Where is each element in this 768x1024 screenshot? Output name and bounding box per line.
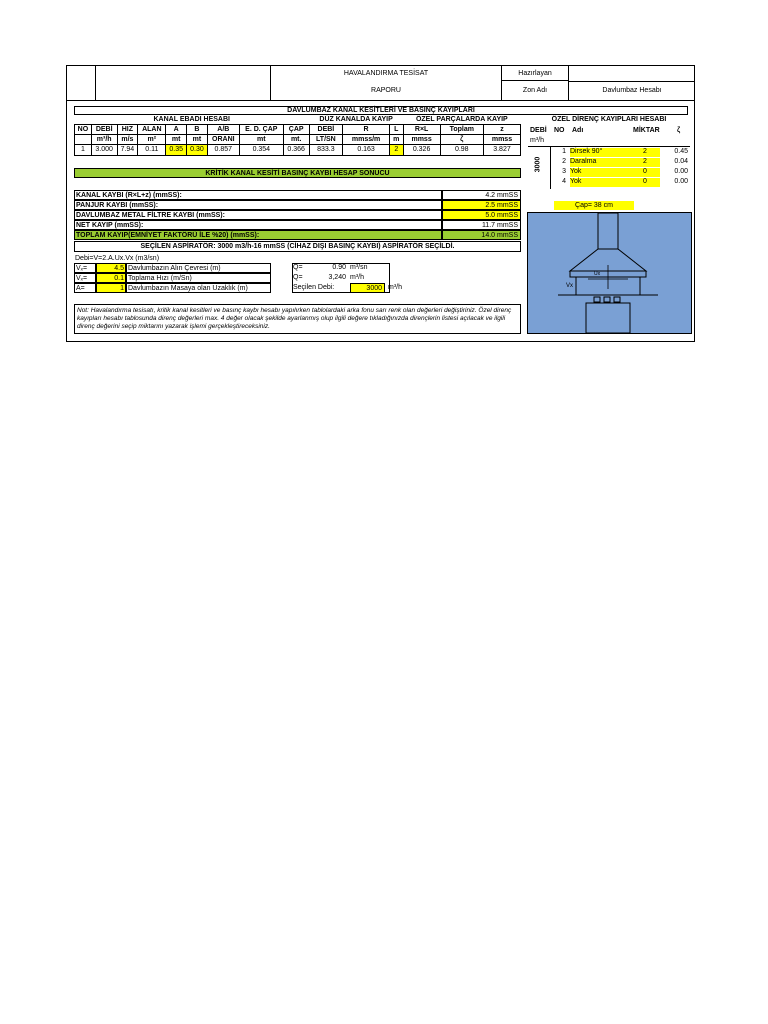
duct-unit-cell: mmss [403,134,440,144]
ozel-row-qty[interactable]: 0 [630,178,660,187]
ozel-row-no: 4 [562,178,566,185]
ozel-row-no: 1 [562,148,566,155]
duct-value-cell[interactable]: 0.30 [187,144,208,155]
duct-value-cell: 0.366 [283,144,309,155]
duct-unit-cell: mt [166,134,187,144]
ozel-row-z: 0.00 [674,168,688,175]
duct-unit-cell: mmss [483,134,520,144]
param-right-value: 0.90 [332,264,346,271]
duct-unit-cell: m³/h [91,134,117,144]
param-desc: Davlumbazın Masaya olan Uzaklık (m) [126,283,271,293]
duct-header-cell: A [166,124,187,134]
loss-value: 2.5 mmSS [442,200,521,210]
ozel-row-name[interactable]: Daralma [570,158,630,167]
ozel-row-qty[interactable]: 0 [630,168,660,177]
duct-header-cell: R×L [403,124,440,134]
duct-unit-cell: m² [138,134,166,144]
param-value[interactable]: 4.5 [96,263,126,273]
duct-value-cell: 0.354 [239,144,283,155]
header-blank-cell [96,65,271,101]
duct-unit-cell: mt [187,134,208,144]
main-title: DAVLUMBAZ KANAL KESİTLERİ VE BASINÇ KAYIPLARI [74,106,688,115]
ozel-row-name[interactable]: Yok [570,178,630,187]
duct-value-cell: 0.857 [207,144,239,155]
duct-header-cell: ALAN [138,124,166,134]
duct-header-cell: NO [75,124,92,134]
group-kanal: KANAL EBADI HESABI [75,115,310,124]
duct-unit-cell: m [389,134,403,144]
header-value-cell [569,65,695,101]
param-right-symbol: Q= [293,264,303,271]
duct-value-cell: 7.94 [117,144,138,155]
header-label-cell [502,65,569,101]
duct-value-cell: 0.326 [403,144,440,155]
duct-value-cell: 0.163 [343,144,390,155]
param-symbol: Vₓ= [74,263,96,273]
duct-header-cell: L [389,124,403,134]
zone-value: Davlumbaz Hesabı [602,87,662,94]
duct-header-cell: DEBİ [309,124,343,134]
header-title-cell [271,65,502,101]
duct-header-cell: A/B [207,124,239,134]
duct-value-cell: 1 [75,144,92,155]
duct-header-cell: Toplam [440,124,483,134]
loss-value: 11.7 mmSS [442,220,521,230]
duct-unit-cell: m/s [117,134,138,144]
ozel-h-qty: MİKTAR [633,127,660,134]
duct-unit-cell: LT/SN [309,134,343,144]
duct-unit-cell: mt [239,134,283,144]
param-desc: Toplama Hızı (m/Sn) [126,273,271,283]
ozel-row-z: 0.00 [674,178,688,185]
duct-header-cell: B [187,124,208,134]
zone-label: Zon Adı [522,87,548,94]
ozel-row-z: 0.45 [674,148,688,155]
selected-fan: SEÇİLEN ASPİRATÖR: 3000 m3/h-16 mmSS (CİHAZ DIŞI BASINÇ KAYBI) ASPİRATÖR SEÇİLDİ. [74,241,521,252]
group-duz: DÜZ KANALDA KAYIP [309,115,403,124]
loss-label: DAVLUMBAZ METAL FİLTRE KAYBI (mmSS): [74,210,442,220]
duct-header-cell: R [343,124,390,134]
loss-label: NET KAYIP (mmSS): [74,220,442,230]
duct-header-cell: DEBİ [91,124,117,134]
duct-header-cell: HIZ [117,124,138,134]
duct-table [74,115,521,156]
duct-unit-cell [75,134,92,144]
param-value[interactable]: 0.1 [96,273,126,283]
ozel-unit: m³/h [530,137,544,144]
ozel-row-no: 2 [562,158,566,165]
param-value[interactable]: 1 [96,283,126,293]
param-symbol: A= [74,283,96,293]
params-right-frame [292,263,390,293]
group-ozel: ÖZEL PARÇALARDA KAYIP [403,115,520,124]
note-box [74,304,521,334]
param-desc: Davlumbazın Alın Çevresi (m) [126,263,271,273]
cap-label: Çap= 38 cm [554,201,634,210]
ozel-debi: 3000 [534,156,542,173]
loss-value: 5.0 mmSS [442,210,521,220]
ozel-h-z: ζ [677,127,681,134]
ozel-row-qty[interactable]: 2 [630,148,660,157]
note-text: Not: Havalandırma tesisatı, kritik kanal kesitleri ve basınç kaybı hesabı yapılırken tablolardaki arka fonu sarı renk olan değerleri değiştiriniz. Özel direnç kayıpları hesabı tablosunda direnç değerleri max. 4 değer olacak şekilde ayarlanmış olup ilgili değere tıkladığınızda dirençlerin listesi açılacak ve ilgili direnç değerini seçip miktarını yazarak işlemi gerçekleştireceksiniz. [77,307,512,330]
duct-value-cell: 3.000 [91,144,117,155]
param-right-value[interactable]: 3000 [350,283,385,293]
duct-value-cell: 3.827 [483,144,520,155]
param-right-unit: m³/sn [350,264,368,271]
hood-diagram-svg [528,213,693,335]
duct-header-cell: E. D. ÇAP [239,124,283,134]
ozel-row-no: 3 [562,168,566,175]
critical-banner: KRİTİK KANAL KESİTİ BASINÇ KAYBI HESAP SONUCU [74,168,521,178]
duct-unit-cell: ζ [440,134,483,144]
formula: Debi=V=2.A.Ux.Vx (m3/sn) [75,255,160,262]
ozel-h-no: NO [554,127,565,134]
header-title-2: RAPORU [371,87,401,94]
duct-value-cell: 0.98 [440,144,483,155]
hood-diagram [527,212,692,334]
header-title-1: HAVALANDIRMA TESİSAT [343,70,429,77]
duct-header-cell: z [483,124,520,134]
loss-value: 4.2 mmSS [442,190,521,200]
loss-label: KANAL KAYBI (R×L+z) (mmSS): [74,190,442,200]
header-logo-cell [66,65,96,101]
ozel-row-name[interactable]: Dirsek 90° [570,148,630,157]
param-right-unit: m³/h [350,274,364,281]
duct-value-cell[interactable]: 2 [389,144,403,155]
ozel-table [528,125,690,189]
diagram-label-vx: Vx [566,283,574,289]
duct-value-cell: 833.3 [309,144,343,155]
ozel-row-z: 0.04 [674,158,688,165]
duct-unit-cell: mt. [283,134,309,144]
loss-value: 14.0 mmSS [442,230,521,240]
loss-label: PANJUR KAYBI (mmSS): [74,200,442,210]
duct-value-cell[interactable]: 0.35 [166,144,187,155]
param-right-symbol: Q= [293,274,303,281]
prepared-label: Hazırlayan [502,70,568,81]
ozel-title: ÖZEL DİRENÇ KAYIPLARI HESABI [551,116,667,123]
ozel-row-name[interactable]: Yok [570,168,630,177]
duct-header-cell: ÇAP [283,124,309,134]
ozel-h-debi: DEBİ [530,127,547,134]
ozel-row-qty[interactable]: 2 [630,158,660,167]
param-symbol: Vₓ= [74,273,96,283]
duct-unit-cell: mmss/m [343,134,390,144]
loss-label: TOPLAM KAYIP(EMNİYET FAKTÖRÜ İLE %20) (mmSS): [74,230,442,240]
param-right-unit: m³/h [388,284,402,291]
diagram-label-ux: Ux [594,271,601,277]
ozel-h-name: Adı [572,127,584,134]
param-right-symbol: Seçilen Debi: [293,284,335,291]
duct-unit-cell: ORANI [207,134,239,144]
duct-value-cell: 0.11 [138,144,166,155]
param-right-value: 3,240 [328,274,346,281]
